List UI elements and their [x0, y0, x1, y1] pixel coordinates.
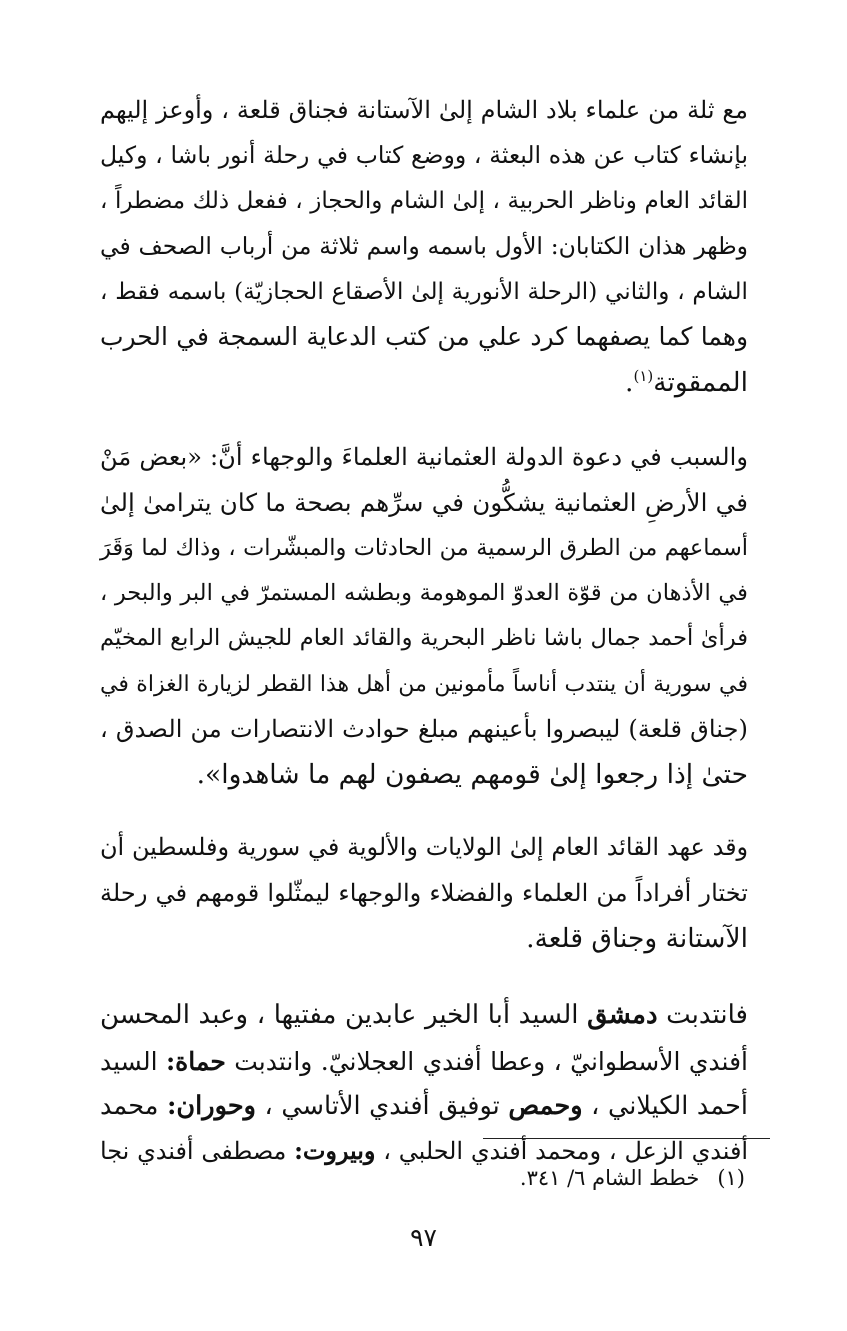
paragraph-3: [100, 825, 748, 961]
text-fragment: السيد أبا الخير عابدين مفتيها ، وعبد المحسن: [100, 1000, 579, 1031]
footnote-text: خطط الشام ٦/ ٣٤١.: [519, 1166, 700, 1190]
text-fragment: .: [625, 366, 634, 398]
text-line: وظهر هذان الكتابان: الأول باسمه واسم ثلاثة من أرباب الصحف في: [100, 231, 748, 260]
footnote: [520, 1162, 745, 1194]
place-name: وحوران:: [166, 1090, 256, 1121]
place-name: دمشق: [587, 1000, 658, 1031]
place-name: وبيروت:: [294, 1137, 376, 1166]
paragraph-4: [100, 993, 748, 1174]
footnote-separator: [483, 1138, 770, 1139]
text-line: (جناق قلعة) ليبصروا بأعينهم مبلغ حوادث الانتصارات من الصدق ،: [100, 714, 748, 743]
text-line: وهما كما يصفهما كرد علي من كتب الدعاية السمجة في الحرب: [100, 322, 748, 352]
text-line: [100, 1039, 748, 1084]
paragraph-1: [100, 88, 748, 405]
text-line: الشام ، والثاني (الرحلة الأنورية إلىٰ الأصقاع الحجازيّة) باسمه فقط ،: [100, 278, 748, 306]
page-body: [100, 88, 748, 1175]
text-line: أسماعهم من الطرق الرسمية من الحادثات والمبشّرات ، وذاك لما وَقَرَ: [100, 534, 748, 561]
text-line: في الأذهان من قوّة العدوّ الموهومة وبطشه المستمرّ في البر والبحر ،: [100, 579, 748, 606]
text-line: بإنشاء كتاب عن هذه البعثة ، ووضع كتاب في رحلة أنور باشا ، وكيل: [100, 141, 748, 170]
text-line: فرأىٰ أحمد جمال باشا ناظر البحرية والقائد العام للجيش الرابع المخيّم: [100, 625, 748, 652]
text-fragment: فانتدبت: [666, 1000, 748, 1031]
text-line: وقد عهد القائد العام إلىٰ الولايات والألوية في سورية وفلسطين أن: [100, 833, 748, 862]
text-fragment: السيد: [100, 1046, 158, 1076]
place-name: وحمص: [508, 1090, 583, 1121]
text-line: في الأرضِ العثمانية يشكُّون في سرِّهم بصحة ما كان يترامىٰ إلىٰ: [100, 488, 748, 518]
page-number: ٩٧: [410, 1223, 437, 1252]
text-fragment: أحمد الكيلاني ،: [591, 1090, 748, 1121]
text-line: القائد العام وناظر الحربية ، إلىٰ الشام والحجاز ، ففعل ذلك مضطراً ،: [100, 187, 748, 214]
text-fragment: محمد: [100, 1090, 159, 1121]
text-line: [100, 993, 748, 1038]
text-fragment: مصطفى أفندي نجا: [100, 1137, 287, 1166]
text-line: في سورية أن ينتدب أناساً مأمونين من أهل هذا القطر لزيارة الغزاة في: [100, 671, 748, 697]
text-line: الآستانة وجناق قلعة.: [526, 923, 748, 955]
text-line: والسبب في دعوة الدولة العثمانية العلماءَ والوجهاء أنَّ: «بعض مَنْ: [100, 443, 748, 472]
text-fragment: توفيق أفندي الأتاسي ،: [264, 1090, 500, 1121]
text-line: تختار أفراداً من العلماء والفضلاء والوجهاء ليمثّلوا قومهم في رحلة: [100, 878, 748, 907]
footnote-number: (١): [717, 1166, 745, 1190]
text-line: حتىٰ إذا رجعوا إلىٰ قومهم يصفون لهم ما شاهدوا».: [196, 759, 748, 791]
text-fragment: الممقوتة: [653, 366, 748, 398]
paragraph-2: [100, 435, 748, 797]
place-name: حماة:: [165, 1046, 226, 1076]
text-fragment: أفندي الزعل ، ومحمد أفندي الحلبي ،: [383, 1137, 748, 1166]
text-fragment: أفندي الأسطوانيّ ، وعطا أفندي العجلانيّ. وانتدبت: [234, 1046, 748, 1076]
text-line: [100, 360, 748, 405]
text-line: مع ثلة من علماء بلاد الشام إلىٰ الآستانة فجناق قلعة ، وأوعز إليهم: [100, 96, 748, 124]
text-line: [100, 1084, 748, 1129]
footnote-reference[interactable]: (١): [633, 366, 654, 385]
